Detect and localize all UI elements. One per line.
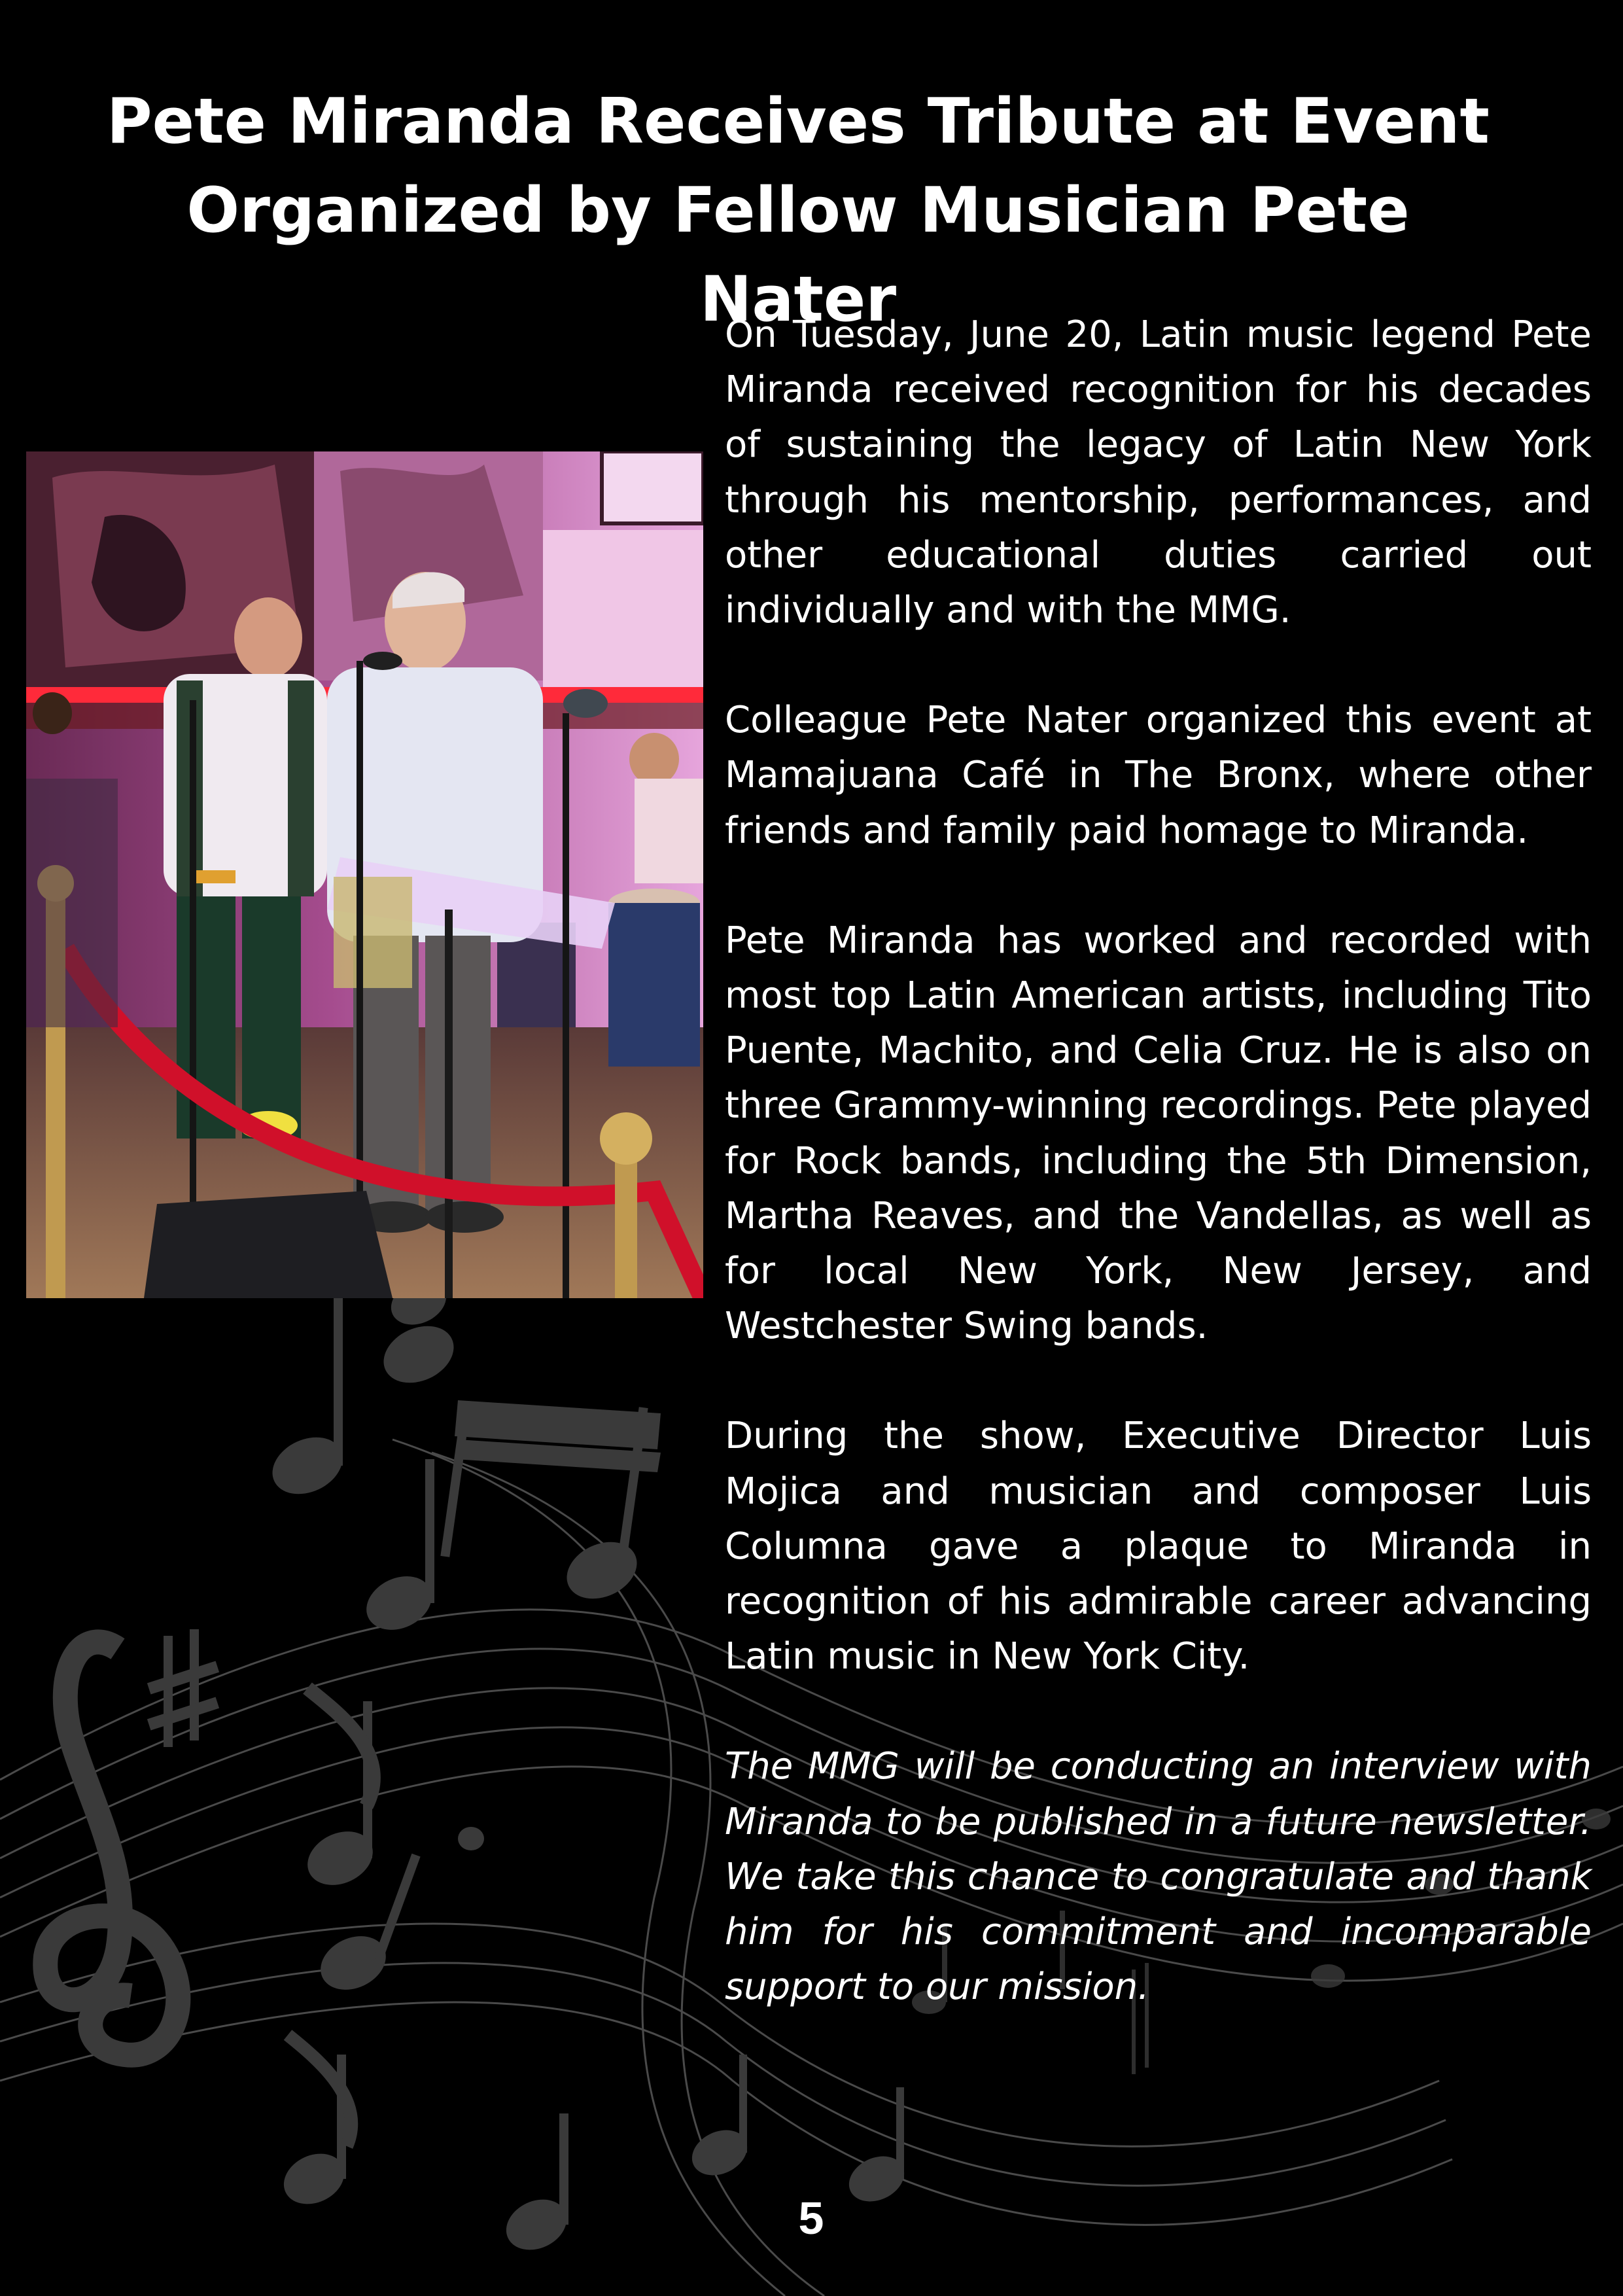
event-photo xyxy=(26,451,703,1298)
page-number: 5 xyxy=(798,2193,824,2244)
article-paragraph: Colleague Pete Nater organized this event at Mamajuana Café in The Bronx, where other friends and family paid homage to Miranda. xyxy=(725,699,1592,852)
article-paragraph: Pete Miranda has worked and recorded with most top Latin American artists, including Tito Puente, Machito, and Celia Cruz. He is also on three Grammy-winning recordings. Pete played for Rock bands, including the 5th Dimension, Martha Reaves, and the Vandellas, as well as for local New York, New Jersey, and Westchester Swing bands. xyxy=(725,919,1592,1348)
article-body xyxy=(725,308,1592,2070)
title-line-1: Pete Miranda Receives Tribute at Event xyxy=(107,86,1490,158)
article-paragraph: During the show, Executive Director Luis Mojica and musician and composer Luis Columna gave a plaque to Miranda in recognition of his admirable career advancing Latin music in New York City. xyxy=(725,1415,1592,1678)
article-paragraph: On Tuesday, June 20, Latin music legend Pete Miranda received recognition for his decades of sustaining the legacy of Latin New York through his mentorship, performances, and other educational duties carried out individually and with the MMG. xyxy=(725,313,1592,632)
title-line-2: Organized by Fellow Musician Pete Nater xyxy=(186,175,1410,336)
closing-italic-paragraph: The MMG will be conducting an interview with Miranda to be published in a future newsletter. We take this chance to congratulate and thank him for his commitment and incomparable support to our mission. xyxy=(725,1745,1592,2009)
page-title xyxy=(79,77,1518,344)
